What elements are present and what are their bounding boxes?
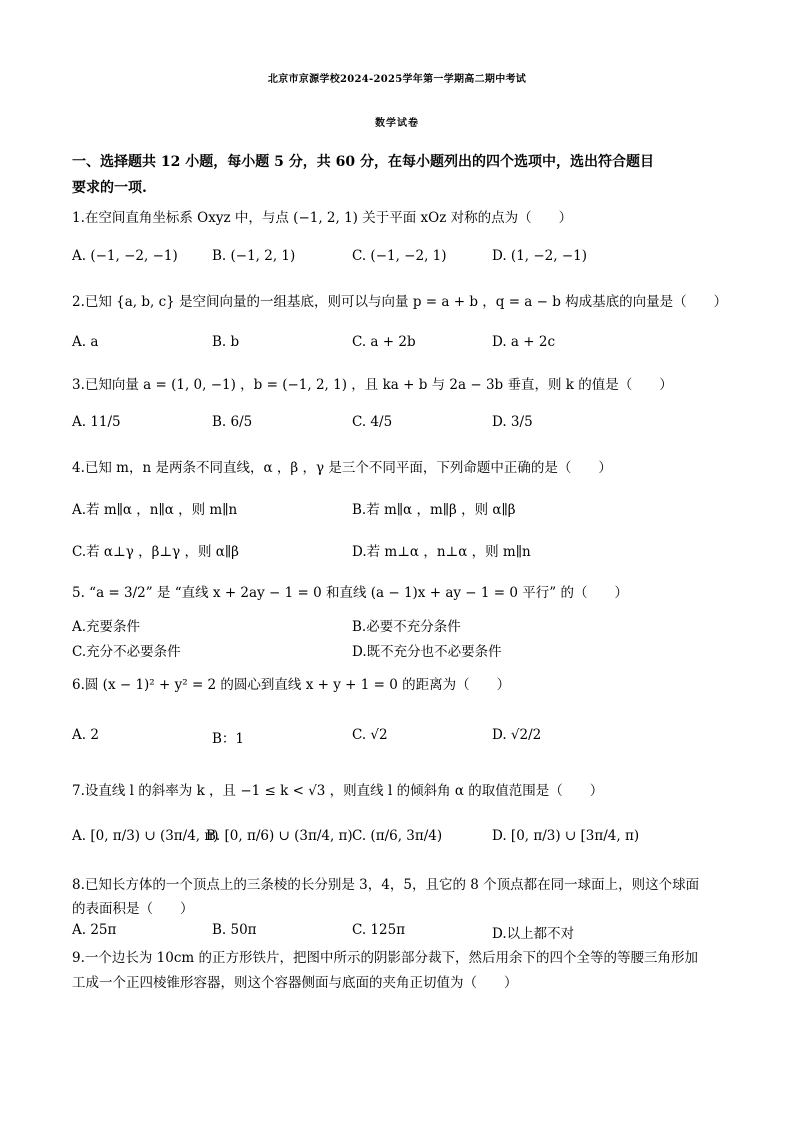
question-1-stem: 1.在空间直角坐标系 Oxyz 中，与点 (−1, 2, 1) 关于平面 xOz 对称的点为（ ） xyxy=(72,210,573,226)
q2-option-a: A. a xyxy=(72,334,99,350)
q3-option-c: C. 4/5 xyxy=(352,414,393,430)
q7-option-d: D. [0, π/3) ∪ [3π/4, π) xyxy=(492,828,640,844)
q2-option-c: C. a + 2b xyxy=(352,334,416,350)
exam-subtitle: 数学试卷 xyxy=(375,118,419,129)
q4-option-d: D.若 m⊥α ，n⊥α ，则 m∥n xyxy=(352,544,531,560)
section-heading-line2: 要求的一项. xyxy=(72,180,147,196)
question-8-stem-line1: 8.已知长方体的一个顶点上的三条棱的长分别是 3，4，5，且它的 8 个顶点都在同一球面上，则这个球面 xyxy=(72,877,700,893)
question-4-stem: 4.已知 m，n 是两条不同直线，α ，β ，γ 是三个不同平面，下列命题中正确的是（ ） xyxy=(72,460,612,476)
q1-option-d: D. (1, −2, −1) xyxy=(492,248,588,264)
exam-title: 北京市京源学校2024-2025学年第一学期高二期中考试 xyxy=(267,74,527,85)
section-heading-line1: 一、选择题共 12 小题，每小题 5 分，共 60 分，在每小题列出的四个选项中，选出符合题目 xyxy=(72,154,654,170)
q5-option-d: D.既不充分也不必要条件 xyxy=(352,644,502,660)
q1-option-a: A. (−1, −2, −1) xyxy=(72,248,178,264)
q5-option-b: B.必要不充分条件 xyxy=(352,619,461,635)
q6-option-c: C. √2 xyxy=(352,727,388,743)
q7-option-c: C. (π/6, 3π/4) xyxy=(352,828,443,844)
q7-option-a: A. [0, π/3) ∪ (3π/4, π) xyxy=(72,828,219,844)
q5-option-c: C.充分不必要条件 xyxy=(72,644,181,660)
q3-option-a: A. 11/5 xyxy=(72,414,121,430)
q6-option-b: B：1 xyxy=(212,731,245,747)
q5-option-a: A.充要条件 xyxy=(72,619,141,635)
q1-option-b: B. (−1, 2, 1) xyxy=(212,248,296,264)
q1-option-c: C. (−1, −2, 1) xyxy=(352,248,447,264)
question-7-stem: 7.设直线 l 的斜率为 k ，且 −1 ≤ k < √3 ，则直线 l 的倾斜角 α 的取值范围是（ ） xyxy=(72,783,604,799)
q8-option-a: A. 25π xyxy=(72,922,117,938)
q3-option-d: D. 3/5 xyxy=(492,414,533,430)
q8-option-d: D.以上都不对 xyxy=(492,926,575,942)
question-9-stem-line1: 9.一个边长为 10cm 的正方形铁片，把图中所示的阴影部分裁下，然后用余下的四个全等的等腰三角形加 xyxy=(72,950,699,966)
question-9-stem-line2: 工成一个正四棱锥形容器，则这个容器侧面与底面的夹角正切值为（ ） xyxy=(72,975,518,991)
q8-option-c: C. 125π xyxy=(352,922,406,938)
q7-option-b: B. [0, π/6) ∪ (3π/4, π) xyxy=(206,828,353,844)
q3-option-b: B. 6/5 xyxy=(212,414,253,430)
question-8-stem-line2: 的表面积是（ ） xyxy=(72,901,194,917)
question-2-stem: 2.已知 {a, b, c} 是空间向量的一组基底，则可以与向量 p = a + b ，q = a − b 构成基底的向量是（ ） xyxy=(72,294,728,310)
question-6-stem: 6.圆 (x − 1)² + y² = 2 的圆心到直线 x + y + 1 = 0 的距离为（ ） xyxy=(72,677,511,693)
q4-option-c: C.若 α⊥γ ，β⊥γ ，则 α∥β xyxy=(72,544,239,560)
question-5-stem: 5. “a = 3/2” 是 “直线 x + 2ay − 1 = 0 和直线 (a − 1)x + ay − 1 = 0 平行” 的（ ） xyxy=(72,585,628,601)
question-3-stem: 3.已知向量 a = (1, 0, −1) ，b = (−1, 2, 1) ，且 ka + b 与 2a − 3b 垂直，则 k 的值是（ ） xyxy=(72,377,673,393)
q6-option-a: A. 2 xyxy=(72,727,99,743)
q6-option-d: D. √2/2 xyxy=(492,727,542,743)
q8-option-b: B. 50π xyxy=(212,922,257,938)
q4-option-a: A.若 m∥α ，n∥α ，则 m∥n xyxy=(72,502,238,518)
q4-option-b: B.若 m∥α ，m∥β ，则 α∥β xyxy=(352,502,516,518)
q2-option-b: B. b xyxy=(212,334,240,350)
q2-option-d: D. a + 2c xyxy=(492,334,556,350)
